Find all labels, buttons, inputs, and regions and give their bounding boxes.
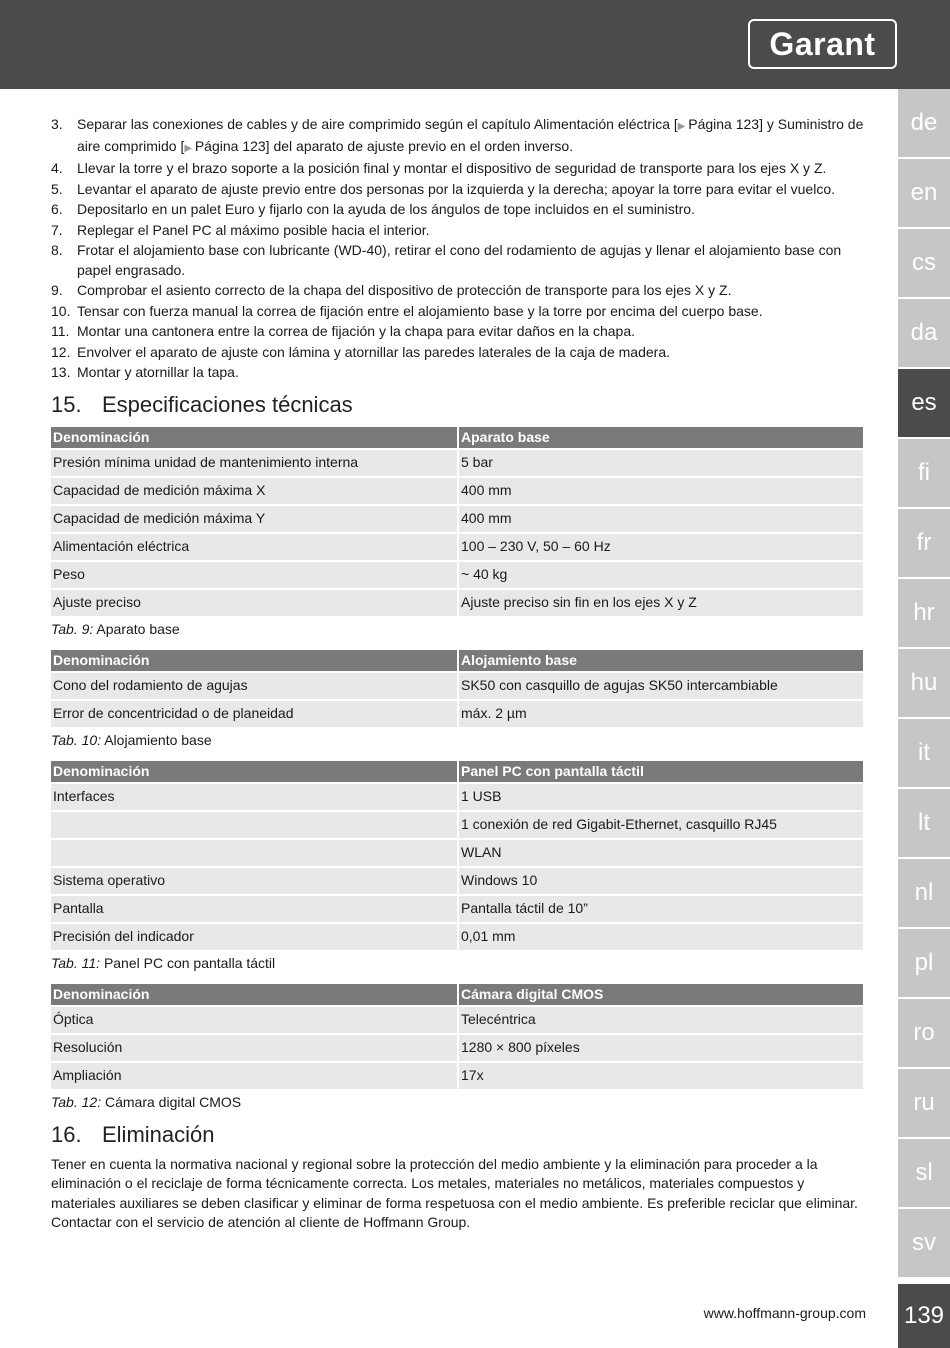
table-cell: Capacidad de medición máxima Y <box>51 506 457 532</box>
language-tab-fr[interactable]: fr <box>898 509 950 577</box>
page-reference-link[interactable]: Página 123] del aparato de ajuste previo en el orden inverso. <box>194 137 574 154</box>
spec-table <box>49 759 865 953</box>
table-cell: 5 bar <box>459 450 863 476</box>
table-cell: Windows 10 <box>459 868 863 894</box>
table-cell <box>51 812 457 838</box>
section-16-heading <box>51 1121 867 1149</box>
table-cell: Error de concentricidad o de planeidad <box>51 701 457 727</box>
step-item <box>51 159 867 179</box>
steps-list <box>51 115 867 383</box>
table-cell: Pantalla táctil de 10” <box>459 896 863 922</box>
step-item <box>51 302 867 322</box>
language-tab-de[interactable]: de <box>898 89 950 157</box>
step-text: Levantar el aparato de ajuste previo entre dos personas por la izquierda y la derecha; apoyar la torre para evitar el vuelco. <box>77 180 836 197</box>
language-tab-es[interactable]: es <box>898 369 950 437</box>
table-cell: Alimentación eléctrica <box>51 534 457 560</box>
step-text: Llevar la torre y el brazo soporte a la posición final y montar el dispositivo de seguridad de transporte para los ejes X y Z. <box>77 160 827 176</box>
section-15-heading <box>51 391 867 419</box>
language-tab-sl[interactable]: sl <box>898 1139 950 1207</box>
table-row <box>51 1035 863 1061</box>
page-reference-link[interactable]: Página 123] y Suministro de aire comprimido [ <box>77 116 864 154</box>
step-number: 7. <box>51 221 63 238</box>
step-item <box>51 281 867 301</box>
language-tab-en[interactable]: en <box>898 159 950 227</box>
table-cell: Resolución <box>51 1035 457 1061</box>
table-cell: SK50 con casquillo de agujas SK50 intercambiable <box>459 673 863 699</box>
table-row <box>51 784 863 810</box>
table-row <box>51 673 863 699</box>
column-header: Cámara digital CMOS <box>459 984 863 1006</box>
spec-table <box>49 648 865 730</box>
table-caption <box>51 1093 867 1113</box>
table-row <box>51 562 863 588</box>
garant-logo: Garant <box>748 19 897 69</box>
step-number: 5. <box>51 180 63 197</box>
table-row <box>51 868 863 894</box>
table-row <box>51 450 863 476</box>
page-header <box>0 0 950 89</box>
step-item <box>51 241 867 280</box>
step-number: 6. <box>51 201 63 217</box>
table-row <box>51 812 863 838</box>
step-text: Montar y atornillar la tapa. <box>77 364 239 380</box>
language-tab-ru[interactable]: ru <box>898 1069 950 1137</box>
table-cell: máx. 2 µm <box>459 701 863 727</box>
step-text: Replegar el Panel PC al máximo posible hacia el interior. <box>77 221 430 238</box>
spec-table <box>49 425 865 619</box>
table-cell: Telecéntrica <box>459 1007 863 1033</box>
table-cell: 400 mm <box>459 506 863 532</box>
language-sidebar <box>898 89 950 1279</box>
step-number: 8. <box>51 242 63 258</box>
table-cell: Interfaces <box>51 784 457 810</box>
table-row <box>51 590 863 616</box>
step-number: 9. <box>51 282 63 298</box>
table-cell: 100 – 230 V, 50 – 60 Hz <box>459 534 863 560</box>
language-tab-hr[interactable]: hr <box>898 579 950 647</box>
table-cell: 17x <box>459 1063 863 1089</box>
step-item <box>51 200 867 220</box>
table-cell: Ajuste preciso <box>51 590 457 616</box>
table-row <box>51 896 863 922</box>
table-row <box>51 534 863 560</box>
table-caption <box>51 954 867 974</box>
step-text: Depositarlo en un palet Euro y fijarlo con la ayuda de los ángulos de tope incluidos en el suministro. <box>77 201 695 217</box>
table-cell: Precisión del indicador <box>51 924 457 950</box>
table-cell: Peso <box>51 562 457 588</box>
table-cell: Ajuste preciso sin fin en los ejes X y Z <box>459 590 863 616</box>
table-cell: Cono del rodamiento de agujas <box>51 673 457 699</box>
section-title: Eliminación <box>102 1121 215 1147</box>
section-title: Especificaciones técnicas <box>102 391 353 417</box>
language-tab-nl[interactable]: nl <box>898 859 950 927</box>
caption-label: Tab. 11: <box>51 955 101 971</box>
table-row <box>51 840 863 866</box>
footer-url[interactable]: www.hoffmann-group.com <box>703 1305 866 1321</box>
spec-tables <box>51 425 867 1113</box>
table-row <box>51 924 863 950</box>
table-row <box>51 478 863 504</box>
caption-label: Tab. 10: <box>51 732 102 748</box>
caption-text: Cámara digital CMOS <box>104 1094 242 1110</box>
triangle-right-icon: ▶ <box>677 121 689 132</box>
table-cell <box>51 840 457 866</box>
table-cell: Capacidad de medición máxima X <box>51 478 457 504</box>
step-number: 12. <box>51 343 71 360</box>
table-header-row <box>51 984 863 1006</box>
section-number: 16. <box>51 1121 82 1147</box>
table-cell: ~ 40 kg <box>459 562 863 588</box>
table-header-row <box>51 427 863 449</box>
table-cell: 400 mm <box>459 478 863 504</box>
page-number: 139 <box>898 1284 950 1348</box>
step-number: 4. <box>51 160 63 176</box>
step-number: 10. <box>51 302 71 319</box>
table-row <box>51 506 863 532</box>
step-text: Montar una cantonera entre la correa de fijación y la chapa para evitar daños en la chapa. <box>77 323 636 339</box>
step-number: 11. <box>51 323 70 339</box>
column-header: Denominación <box>51 761 457 783</box>
disposal-paragraph: Tener en cuenta la normativa nacional y regional sobre la protección del medio ambiente y la eliminación para proceder a la eliminación o el reciclaje de forma técnicamente correcta. Los metales, materiales no metálicos, materiales compuestos y materiales auxiliares se deben clasificar y eliminar de forma respetuosa con el medio ambiente. Es preferible reciclar que eliminar. Contactar con el servicio de atención al cliente de Hoffmann Group. <box>51 1155 858 1230</box>
language-tab-da[interactable]: da <box>898 299 950 367</box>
table-cell: Pantalla <box>51 896 457 922</box>
table-cell: Sistema operativo <box>51 868 457 894</box>
step-item <box>51 322 867 342</box>
table-row <box>51 1063 863 1089</box>
column-header: Denominación <box>51 984 457 1006</box>
step-item <box>51 115 867 158</box>
table-header-row <box>51 650 863 672</box>
table-cell: WLAN <box>459 840 863 866</box>
table-caption <box>51 620 867 640</box>
table-header-row <box>51 761 863 783</box>
language-tab-it[interactable]: it <box>898 719 950 787</box>
table-cell: 1 USB <box>459 784 863 810</box>
caption-text: Panel PC con pantalla táctil <box>103 955 276 971</box>
language-tab-sv[interactable]: sv <box>898 1209 950 1277</box>
column-header: Panel PC con pantalla táctil <box>459 761 863 783</box>
table-caption <box>51 731 867 751</box>
step-item <box>51 180 867 200</box>
caption-text: Aparato base <box>96 621 180 637</box>
language-tab-cs[interactable]: cs <box>898 229 950 297</box>
table-row <box>51 701 863 727</box>
step-number: 3. <box>51 116 63 132</box>
language-tab-lt[interactable]: lt <box>898 789 950 857</box>
table-row <box>51 1007 863 1033</box>
caption-text: Alojamiento base <box>104 732 212 748</box>
step-text: Frotar el alojamiento base con lubricante (WD-40), retirar el cono del rodamiento de agujas y llenar el alojamiento base con papel engrasado. <box>77 242 842 278</box>
main-content <box>51 115 867 1233</box>
step-text: Envolver el aparato de ajuste con lámina y atornillar las paredes laterales de la caja de madera. <box>77 343 671 360</box>
table-cell: Ampliación <box>51 1063 457 1089</box>
language-tab-ro[interactable]: ro <box>898 999 950 1067</box>
step-text: Separar las conexiones de cables y de aire comprimido según el capítulo Alimentación eléctrica [ <box>77 116 678 132</box>
spec-table <box>49 982 865 1092</box>
table-cell: Presión mínima unidad de mantenimiento interna <box>51 450 457 476</box>
language-tab-fi[interactable]: fi <box>898 439 950 507</box>
table-cell: 1280 × 800 píxeles <box>459 1035 863 1061</box>
language-tab-hu[interactable]: hu <box>898 649 950 717</box>
step-text: Tensar con fuerza manual la correa de fijación entre el alojamiento base y la torre por encima del cuerpo base. <box>77 302 763 319</box>
table-cell: Óptica <box>51 1007 457 1033</box>
table-cell: 1 conexión de red Gigabit-Ethernet, casquillo RJ45 <box>459 812 863 838</box>
column-header: Aparato base <box>459 427 863 449</box>
column-header: Denominación <box>51 427 457 449</box>
triangle-right-icon: ▶ <box>184 142 195 154</box>
step-text: Comprobar el asiento correcto de la chapa del dispositivo de protección de transporte para los ejes X y Z. <box>77 282 732 298</box>
section-number: 15. <box>51 391 82 417</box>
step-item <box>51 343 867 363</box>
column-header: Denominación <box>51 650 457 672</box>
step-number: 13. <box>51 364 71 380</box>
step-item <box>51 221 867 241</box>
language-tab-pl[interactable]: pl <box>898 929 950 997</box>
caption-label: Tab. 9: <box>51 621 94 637</box>
caption-label: Tab. 12: <box>51 1094 102 1110</box>
step-item <box>51 363 867 383</box>
column-header: Alojamiento base <box>459 650 863 672</box>
table-cell: 0,01 mm <box>459 924 863 950</box>
